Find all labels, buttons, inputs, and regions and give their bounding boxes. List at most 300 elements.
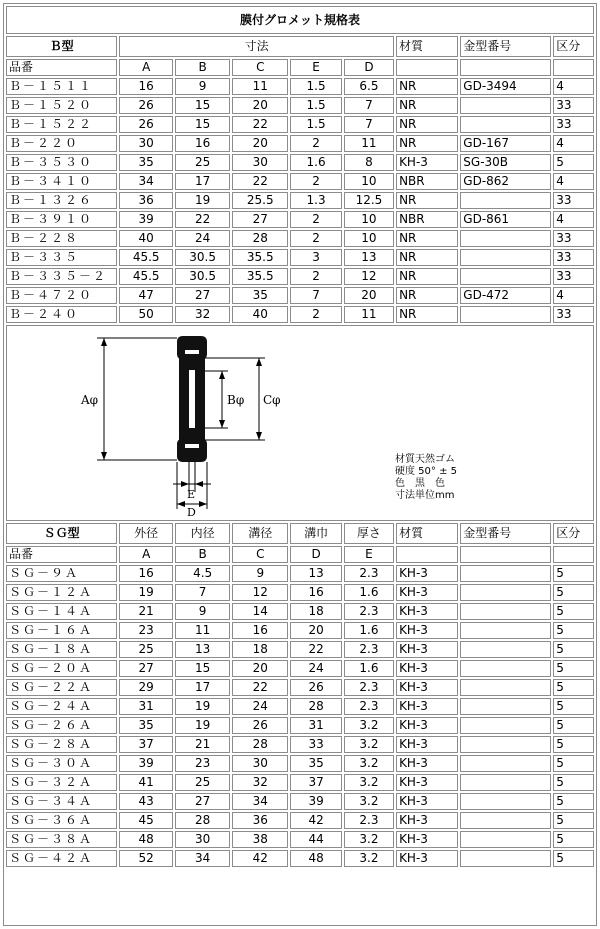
b-cell-e: 1.5 (290, 78, 341, 95)
label-e: E (187, 488, 196, 501)
sg-part-label: 品番 (6, 546, 117, 563)
b-cell-mat: NR (396, 116, 458, 133)
b-cell-a: 39 (119, 211, 173, 228)
table-row (6, 116, 594, 133)
sg-subheader-row (6, 546, 594, 563)
sg-cell-d: 13 (290, 565, 341, 582)
sg-cell-mat: KH-3 (396, 831, 458, 848)
b-cell-mat: NR (396, 192, 458, 209)
sg-cell-code: ＳＧ－４２Ａ (6, 850, 117, 867)
sg-cell-b: 28 (175, 812, 230, 829)
sg-cell-a: 41 (119, 774, 173, 791)
sg-cell-mold (460, 584, 551, 601)
sg-cell-e: 1.6 (344, 622, 394, 639)
b-cell-mat: NR (396, 78, 458, 95)
b-cell-a: 36 (119, 192, 173, 209)
sg-material-label: 材質 (396, 523, 458, 544)
empty-cell (460, 59, 551, 76)
sg-cell-e: 2.3 (344, 698, 394, 715)
sg-cell-cat: 5 (553, 565, 594, 582)
b-cell-mat: NR (396, 135, 458, 152)
table-row (6, 736, 594, 753)
b-cell-b: 15 (175, 116, 230, 133)
b-cell-b: 27 (175, 287, 230, 304)
sg-cell-a: 39 (119, 755, 173, 772)
spec-table (4, 4, 596, 869)
b-cell-e: 2 (290, 173, 341, 190)
b-cell-code: Ｂ－３４１０ (6, 173, 117, 190)
b-cell-d: 12 (344, 268, 394, 285)
sg-cell-mold (460, 603, 551, 620)
sg-cell-mat: KH-3 (396, 622, 458, 639)
table-row (6, 268, 594, 285)
sg-cell-a: 52 (119, 850, 173, 867)
sg-cell-a: 31 (119, 698, 173, 715)
dimension-label: 寸法 (119, 36, 394, 57)
b-cell-d: 11 (344, 306, 394, 323)
table-row (6, 641, 594, 658)
sg-cell-cat: 5 (553, 603, 594, 620)
b-cell-cat: 33 (553, 306, 594, 323)
b-cell-code: Ｂ－２４０ (6, 306, 117, 323)
sg-cell-code: ＳＧ－３６Ａ (6, 812, 117, 829)
b-cell-mold: GD-167 (460, 135, 551, 152)
table-row (6, 679, 594, 696)
sg-cell-b: 7 (175, 584, 230, 601)
sg-cell-code: ＳＧ－２８Ａ (6, 736, 117, 753)
table-row (6, 660, 594, 677)
sg-cell-e: 3.2 (344, 736, 394, 753)
sg-cell-d: 44 (290, 831, 341, 848)
table-row (6, 154, 594, 171)
b-cell-b: 30.5 (175, 268, 230, 285)
b-cell-cat: 33 (553, 268, 594, 285)
table-row (6, 249, 594, 266)
b-cell-d: 10 (344, 173, 394, 190)
sg-cell-mat: KH-3 (396, 774, 458, 791)
b-cell-c: 28 (232, 230, 288, 247)
b-cell-a: 34 (119, 173, 173, 190)
sg-col-b: B (175, 546, 230, 563)
sg-cell-d: 37 (290, 774, 341, 791)
b-cell-code: Ｂ－１３２６ (6, 192, 117, 209)
sg-cell-c: 24 (232, 698, 288, 715)
sg-cell-mold (460, 831, 551, 848)
b-cell-cat: 33 (553, 116, 594, 133)
sg-header-outer: 外径 (119, 523, 173, 544)
sg-cell-b: 34 (175, 850, 230, 867)
table-row (6, 831, 594, 848)
b-cell-b: 19 (175, 192, 230, 209)
sg-cell-b: 19 (175, 698, 230, 715)
label-c: Cφ (263, 393, 281, 407)
b-cell-c: 40 (232, 306, 288, 323)
sg-cell-c: 42 (232, 850, 288, 867)
table-row (6, 230, 594, 247)
b-cell-b: 32 (175, 306, 230, 323)
sg-cell-code: ＳＧ－１６Ａ (6, 622, 117, 639)
b-cell-e: 2 (290, 135, 341, 152)
b-col-a: A (119, 59, 173, 76)
b-cell-d: 10 (344, 211, 394, 228)
sg-cell-a: 25 (119, 641, 173, 658)
sg-cell-b: 15 (175, 660, 230, 677)
b-category-label: 区分 (553, 36, 594, 57)
b-cell-a: 35 (119, 154, 173, 171)
sg-cell-d: 31 (290, 717, 341, 734)
b-cell-mold (460, 116, 551, 133)
b-cell-cat: 33 (553, 230, 594, 247)
empty-cell (553, 546, 594, 563)
sg-cell-mold (460, 736, 551, 753)
table-row (6, 78, 594, 95)
sg-mold-label: 金型番号 (460, 523, 551, 544)
sg-cell-cat: 5 (553, 850, 594, 867)
sg-cell-mold (460, 679, 551, 696)
sg-cell-mat: KH-3 (396, 717, 458, 734)
sg-col-a: A (119, 546, 173, 563)
b-cell-b: 24 (175, 230, 230, 247)
table-row (6, 584, 594, 601)
sg-cell-c: 34 (232, 793, 288, 810)
sg-cell-cat: 5 (553, 641, 594, 658)
b-cell-d: 8 (344, 154, 394, 171)
b-cell-mold (460, 97, 551, 114)
sg-cell-mat: KH-3 (396, 584, 458, 601)
sg-cell-mold (460, 622, 551, 639)
b-cell-c: 22 (232, 116, 288, 133)
b-cell-a: 45.5 (119, 249, 173, 266)
sg-cell-a: 16 (119, 565, 173, 582)
b-cell-c: 27 (232, 211, 288, 228)
sg-cell-c: 32 (232, 774, 288, 791)
b-cell-mat: NR (396, 268, 458, 285)
sg-col-e: E (344, 546, 394, 563)
b-cell-e: 2 (290, 306, 341, 323)
b-cell-b: 17 (175, 173, 230, 190)
sg-cell-c: 38 (232, 831, 288, 848)
b-cell-a: 45.5 (119, 268, 173, 285)
sg-cell-e: 1.6 (344, 584, 394, 601)
sg-cell-mat: KH-3 (396, 660, 458, 677)
label-d: D (187, 506, 196, 519)
sg-cell-mold (460, 660, 551, 677)
sg-cell-cat: 5 (553, 812, 594, 829)
sg-cell-d: 24 (290, 660, 341, 677)
b-part-label: 品番 (6, 59, 117, 76)
sg-cell-b: 30 (175, 831, 230, 848)
sg-cell-e: 3.2 (344, 831, 394, 848)
b-cell-mold: SG-30B (460, 154, 551, 171)
sg-cell-e: 2.3 (344, 603, 394, 620)
b-cell-mat: NBR (396, 173, 458, 190)
b-cell-b: 30.5 (175, 249, 230, 266)
sg-cell-e: 3.2 (344, 793, 394, 810)
sg-cell-code: ＳＧ－２４Ａ (6, 698, 117, 715)
b-cell-code: Ｂ－１５１１ (6, 78, 117, 95)
sg-cell-code: ＳＧ－１４Ａ (6, 603, 117, 620)
diagram-row (6, 325, 594, 521)
sg-cell-cat: 5 (553, 831, 594, 848)
sg-cell-code: ＳＧ－３０Ａ (6, 755, 117, 772)
table-row (6, 287, 594, 304)
b-header-row (6, 36, 594, 57)
sg-cell-b: 13 (175, 641, 230, 658)
sg-cell-e: 3.2 (344, 717, 394, 734)
sg-cell-d: 39 (290, 793, 341, 810)
sg-cell-e: 2.3 (344, 812, 394, 829)
sg-cell-c: 36 (232, 812, 288, 829)
b-cell-cat: 4 (553, 173, 594, 190)
sg-cell-mat: KH-3 (396, 850, 458, 867)
sg-cell-d: 20 (290, 622, 341, 639)
b-cell-e: 1.5 (290, 116, 341, 133)
sg-cell-mold (460, 641, 551, 658)
b-cell-mold: GD-861 (460, 211, 551, 228)
b-cell-code: Ｂ－４７２０ (6, 287, 117, 304)
b-cell-code: Ｂ－３３５－２ (6, 268, 117, 285)
sg-cell-b: 19 (175, 717, 230, 734)
sg-cell-mat: KH-3 (396, 565, 458, 582)
b-cell-b: 15 (175, 97, 230, 114)
table-row (6, 755, 594, 772)
sg-cell-code: ＳＧ－１２Ａ (6, 584, 117, 601)
sg-cell-a: 35 (119, 717, 173, 734)
page-title: 膜付グロメット規格表 (6, 6, 594, 34)
b-cell-cat: 4 (553, 78, 594, 95)
b-cell-c: 20 (232, 97, 288, 114)
sg-cell-mat: KH-3 (396, 698, 458, 715)
b-cell-code: Ｂ－１５２２ (6, 116, 117, 133)
sg-col-d: D (290, 546, 341, 563)
b-cell-c: 22 (232, 173, 288, 190)
sg-cell-b: 23 (175, 755, 230, 772)
sg-cell-cat: 5 (553, 679, 594, 696)
b-cell-cat: 4 (553, 135, 594, 152)
sg-cell-mold (460, 717, 551, 734)
sg-cell-b: 21 (175, 736, 230, 753)
sg-cell-code: ＳＧ－３４Ａ (6, 793, 117, 810)
sg-cell-a: 21 (119, 603, 173, 620)
b-cell-b: 25 (175, 154, 230, 171)
table-row (6, 97, 594, 114)
sg-cell-code: ＳＧ－３２Ａ (6, 774, 117, 791)
sg-cell-mold (460, 755, 551, 772)
b-cell-d: 20 (344, 287, 394, 304)
b-col-c: C (232, 59, 288, 76)
sg-cell-code: ＳＧ－２６Ａ (6, 717, 117, 734)
b-col-b: B (175, 59, 230, 76)
b-cell-cat: 4 (553, 287, 594, 304)
sg-cell-d: 42 (290, 812, 341, 829)
table-row (6, 793, 594, 810)
sg-cell-cat: 5 (553, 736, 594, 753)
b-material-label: 材質 (396, 36, 458, 57)
sg-cell-code: ＳＧ－９Ａ (6, 565, 117, 582)
sg-cell-code: ＳＧ－３８Ａ (6, 831, 117, 848)
sg-cell-c: 18 (232, 641, 288, 658)
b-cell-code: Ｂ－３５３０ (6, 154, 117, 171)
sg-cell-code: ＳＧ－２２Ａ (6, 679, 117, 696)
empty-cell (396, 546, 458, 563)
b-cell-mold (460, 306, 551, 323)
b-cell-a: 50 (119, 306, 173, 323)
sg-cell-mat: KH-3 (396, 603, 458, 620)
sg-cell-mold (460, 812, 551, 829)
label-b: Bφ (227, 393, 245, 407)
sg-cell-d: 16 (290, 584, 341, 601)
sg-cell-code: ＳＧ－２０Ａ (6, 660, 117, 677)
b-cell-c: 20 (232, 135, 288, 152)
sg-cell-code: ＳＧ－１８Ａ (6, 641, 117, 658)
b-cell-a: 47 (119, 287, 173, 304)
empty-cell (396, 59, 458, 76)
sg-cell-cat: 5 (553, 774, 594, 791)
b-cell-e: 2 (290, 268, 341, 285)
b-cell-d: 12.5 (344, 192, 394, 209)
b-cell-mat: NR (396, 306, 458, 323)
sg-cell-c: 22 (232, 679, 288, 696)
sg-cell-d: 28 (290, 698, 341, 715)
sg-cell-cat: 5 (553, 717, 594, 734)
sg-cell-c: 20 (232, 660, 288, 677)
b-cell-mold: GD-862 (460, 173, 551, 190)
sg-category-label: 区分 (553, 523, 594, 544)
table-row (6, 173, 594, 190)
sg-cell-c: 12 (232, 584, 288, 601)
b-cell-mat: KH-3 (396, 154, 458, 171)
b-cell-a: 26 (119, 116, 173, 133)
b-cell-d: 10 (344, 230, 394, 247)
sg-type-label: ＳＧ型 (6, 523, 117, 544)
sg-cell-a: 19 (119, 584, 173, 601)
sg-cell-cat: 5 (553, 660, 594, 677)
sg-header-inner: 内径 (175, 523, 230, 544)
note-unit: 寸法単位mm (395, 490, 455, 501)
b-cell-cat: 5 (553, 154, 594, 171)
table-row (6, 717, 594, 734)
b-cell-c: 35 (232, 287, 288, 304)
sg-cell-d: 22 (290, 641, 341, 658)
grommet-diagram-cell (6, 325, 594, 521)
sg-cell-mold (460, 774, 551, 791)
b-cell-d: 11 (344, 135, 394, 152)
title-row (6, 6, 594, 34)
b-cell-code: Ｂ－３３５ (6, 249, 117, 266)
b-cell-mat: NBR (396, 211, 458, 228)
b-col-d: D (344, 59, 394, 76)
sg-cell-b: 27 (175, 793, 230, 810)
b-cell-e: 3 (290, 249, 341, 266)
sg-cell-b: 25 (175, 774, 230, 791)
b-cell-e: 1.6 (290, 154, 341, 171)
sg-cell-cat: 5 (553, 622, 594, 639)
b-cell-e: 7 (290, 287, 341, 304)
table-row (6, 603, 594, 620)
b-cell-mold (460, 249, 551, 266)
b-cell-mat: NR (396, 97, 458, 114)
table-row (6, 850, 594, 867)
b-cell-mat: NR (396, 230, 458, 247)
b-cell-c: 35.5 (232, 249, 288, 266)
spec-sheet (3, 3, 597, 926)
sg-cell-d: 48 (290, 850, 341, 867)
sg-cell-a: 43 (119, 793, 173, 810)
b-cell-a: 16 (119, 78, 173, 95)
table-row (6, 698, 594, 715)
b-cell-mat: NR (396, 249, 458, 266)
sg-cell-e: 2.3 (344, 679, 394, 696)
sg-cell-mold (460, 850, 551, 867)
sg-cell-d: 33 (290, 736, 341, 753)
b-cell-mold (460, 268, 551, 285)
b-cell-cat: 33 (553, 192, 594, 209)
table-row (6, 565, 594, 582)
sg-cell-cat: 5 (553, 755, 594, 772)
sg-cell-d: 35 (290, 755, 341, 772)
material-notes (395, 454, 457, 502)
sg-cell-a: 23 (119, 622, 173, 639)
sg-cell-mold (460, 565, 551, 582)
b-cell-e: 2 (290, 211, 341, 228)
sg-cell-d: 26 (290, 679, 341, 696)
sg-cell-b: 11 (175, 622, 230, 639)
sg-cell-c: 16 (232, 622, 288, 639)
sg-cell-e: 3.2 (344, 850, 394, 867)
b-cell-mold (460, 230, 551, 247)
sg-cell-e: 3.2 (344, 774, 394, 791)
table-row (6, 211, 594, 228)
sg-cell-mat: KH-3 (396, 812, 458, 829)
b-cell-e: 2 (290, 230, 341, 247)
sg-cell-c: 14 (232, 603, 288, 620)
table-row (6, 774, 594, 791)
b-cell-d: 6.5 (344, 78, 394, 95)
b-cell-d: 7 (344, 97, 394, 114)
b-cell-a: 30 (119, 135, 173, 152)
b-cell-cat: 33 (553, 249, 594, 266)
b-cell-a: 26 (119, 97, 173, 114)
b-cell-code: Ｂ－１５２０ (6, 97, 117, 114)
b-cell-cat: 4 (553, 211, 594, 228)
sg-cell-b: 17 (175, 679, 230, 696)
b-cell-mat: NR (396, 287, 458, 304)
label-a: Aφ (81, 393, 99, 407)
sg-cell-e: 1.6 (344, 660, 394, 677)
table-row (6, 135, 594, 152)
sg-cell-mold (460, 698, 551, 715)
note-material: 材質天然ゴム (395, 454, 455, 465)
sg-cell-mat: KH-3 (396, 679, 458, 696)
b-cell-b: 9 (175, 78, 230, 95)
note-hardness: 硬度 50° ± 5 (395, 466, 458, 477)
b-cell-code: Ｂ－２２８ (6, 230, 117, 247)
sg-cell-b: 4.5 (175, 565, 230, 582)
sg-cell-cat: 5 (553, 584, 594, 601)
b-cell-e: 1.5 (290, 97, 341, 114)
sg-cell-mat: KH-3 (396, 641, 458, 658)
sg-cell-a: 48 (119, 831, 173, 848)
b-cell-c: 35.5 (232, 268, 288, 285)
b-cell-mold: GD-472 (460, 287, 551, 304)
sg-cell-mat: KH-3 (396, 793, 458, 810)
b-subheader-row (6, 59, 594, 76)
b-mold-label: 金型番号 (460, 36, 551, 57)
sg-cell-c: 30 (232, 755, 288, 772)
table-row (6, 812, 594, 829)
sg-header-groove-dia: 溝径 (232, 523, 288, 544)
b-cell-c: 25.5 (232, 192, 288, 209)
